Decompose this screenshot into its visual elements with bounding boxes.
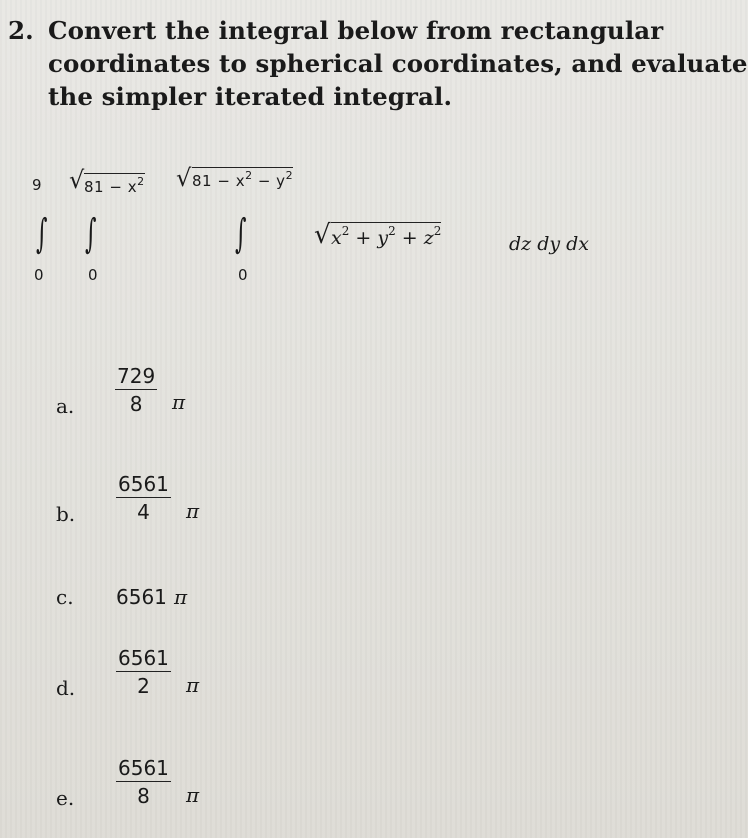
pi-symbol: π [172,390,186,414]
option-label: c. [56,585,74,609]
inner-upper-radicand-b: − y [252,172,286,190]
integrand-y-exponent: 2 [388,224,396,238]
option-label: e. [56,786,75,810]
middle-upper-radicand: 81 − x [84,178,138,196]
fraction-denominator: 8 [137,784,150,808]
inner-upper-limit [192,167,293,190]
inner-upper-radical-sign: √ [176,164,192,192]
middle-lower-limit: 0 [88,266,98,284]
inner-upper-radicand-a: 81 − x [192,172,246,190]
integrand-x-exponent: 2 [341,224,350,238]
integrand-y: + y [349,227,389,249]
pi-symbol: π [186,499,200,523]
fraction-denominator: 2 [137,674,150,698]
fraction-denominator: 8 [129,392,143,416]
integrand-radical-sign: √ [314,220,331,250]
outer-upper-limit: 9 [32,176,42,194]
fraction-denominator: 4 [137,500,150,524]
option-fraction [115,364,157,416]
outer-lower-limit: 0 [34,266,44,284]
question-number: 2. [8,16,34,45]
option-fraction [116,756,171,808]
option-label: a. [56,394,75,418]
option-label: b. [56,502,76,526]
pi-symbol: π [174,585,188,609]
integrand-x: x [331,227,342,249]
middle-upper-limit [84,173,145,196]
middle-upper-radical-sign: √ [69,166,85,194]
inner-upper-exponent-a: 2 [245,169,253,182]
fraction-numerator: 729 [117,364,156,388]
option-label: d. [56,676,76,700]
triple-integral [0,0,748,340]
inner-integral-sign: ∫ [235,211,247,257]
integrand-z: + z [395,227,434,249]
question-line: Convert the integral below from rectangular [48,16,664,45]
fraction-numerator: 6561 [118,472,169,496]
middle-integral-sign: ∫ [85,211,97,257]
fraction-numerator: 6561 [118,756,169,780]
question-line: the simpler iterated integral. [48,82,453,111]
pi-symbol: π [186,783,200,807]
integrand-radicand [331,222,441,249]
fraction-numerator: 6561 [118,646,169,670]
option-fraction [116,646,171,698]
outer-integral-sign: ∫ [36,211,48,257]
pi-symbol: π [186,673,200,697]
integrand-z-exponent: 2 [433,224,442,238]
option-fraction [116,472,171,524]
middle-upper-exponent: 2 [137,175,145,188]
inner-upper-exponent-b: 2 [285,169,294,182]
question-line: coordinates to spherical coordinates, and evaluate [48,49,748,78]
option-value: 6561 [116,585,167,609]
differentials: dz dy dx [509,233,590,255]
inner-lower-limit: 0 [238,266,248,284]
